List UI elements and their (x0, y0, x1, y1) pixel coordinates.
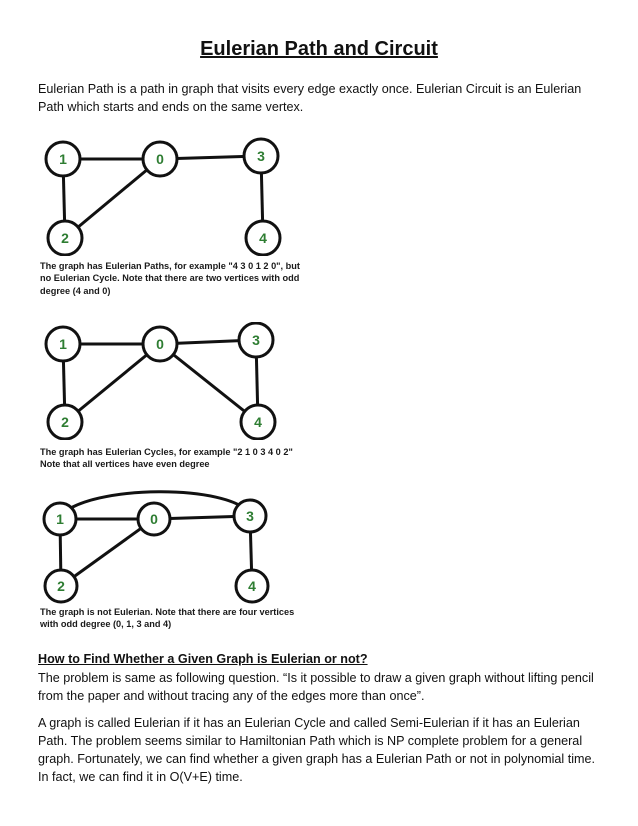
svg-text:4: 4 (254, 414, 262, 430)
svg-text:1: 1 (59, 151, 67, 167)
graph-node (46, 327, 80, 361)
graph-node (143, 142, 177, 176)
graph-node (239, 323, 273, 357)
svg-text:2: 2 (61, 414, 69, 430)
svg-text:2: 2 (57, 578, 65, 594)
page-title: Eulerian Path and Circuit (200, 38, 438, 60)
figure-1-caption: The graph has Eulerian Paths, for example "4 3 0 1 2 0", but no Eulerian Cycle. Note that there are two vertices with odd degree (4 and 0) (40, 261, 300, 296)
svg-text:3: 3 (246, 508, 254, 524)
figure-3-caption: The graph is not Eulerian. Note that there are four vertices with odd degree (0, 1, 3 and 4) (40, 607, 295, 630)
graph-figure-1 (30, 134, 300, 256)
edge-0-4 (160, 344, 258, 422)
svg-text:0: 0 (150, 511, 158, 527)
graph-figure-2 (30, 322, 300, 440)
graph-node (234, 500, 266, 532)
graph-node (45, 570, 77, 602)
graph-node (44, 503, 76, 535)
graph-node (46, 142, 80, 176)
svg-text:3: 3 (252, 332, 260, 348)
section-heading: How to Find Whether a Given Graph is Eulerian or not? (38, 652, 368, 666)
svg-text:0: 0 (156, 336, 164, 352)
graph-node (138, 503, 170, 535)
svg-text:1: 1 (56, 511, 64, 527)
section-paragraph-1: The problem is same as following question. “Is it possible to draw a given graph without lifting pencil from the paper and without tracing any of the edges more than once”. (38, 671, 594, 703)
edge-0-2 (65, 159, 160, 238)
graph-node (241, 405, 275, 439)
svg-text:2: 2 (61, 230, 69, 246)
graph-node (48, 221, 82, 255)
graph-node (143, 327, 177, 361)
svg-text:4: 4 (248, 578, 256, 594)
svg-text:4: 4 (259, 230, 267, 246)
svg-text:0: 0 (156, 151, 164, 167)
graph-node (246, 221, 280, 255)
intro-paragraph: Eulerian Path is a path in graph that visits every edge exactly once. Eulerian Circuit is an Eulerian Path which starts and ends on the same vertex. (38, 82, 582, 114)
graph-figure-3 (30, 486, 300, 606)
svg-text:3: 3 (257, 148, 265, 164)
figure-2-caption: The graph has Eulerian Cycles, for example "2 1 0 3 4 0 2" Note that all vertices have even degree (40, 447, 293, 470)
svg-text:1: 1 (59, 336, 67, 352)
graph-node (244, 139, 278, 173)
graph-node (48, 405, 82, 439)
graph-node (236, 570, 268, 602)
section-paragraph-2: A graph is called Eulerian if it has an Eulerian Cycle and called Semi-Eulerian if it has an Eulerian Path. The problem seems similar to Hamiltonian Path which is NP complete problem for a general graph. Fortunately, we can find whether a given graph has a Eulerian Path or not in polynomial time. In fact, we can find it in O(V+E) time. (38, 716, 596, 784)
